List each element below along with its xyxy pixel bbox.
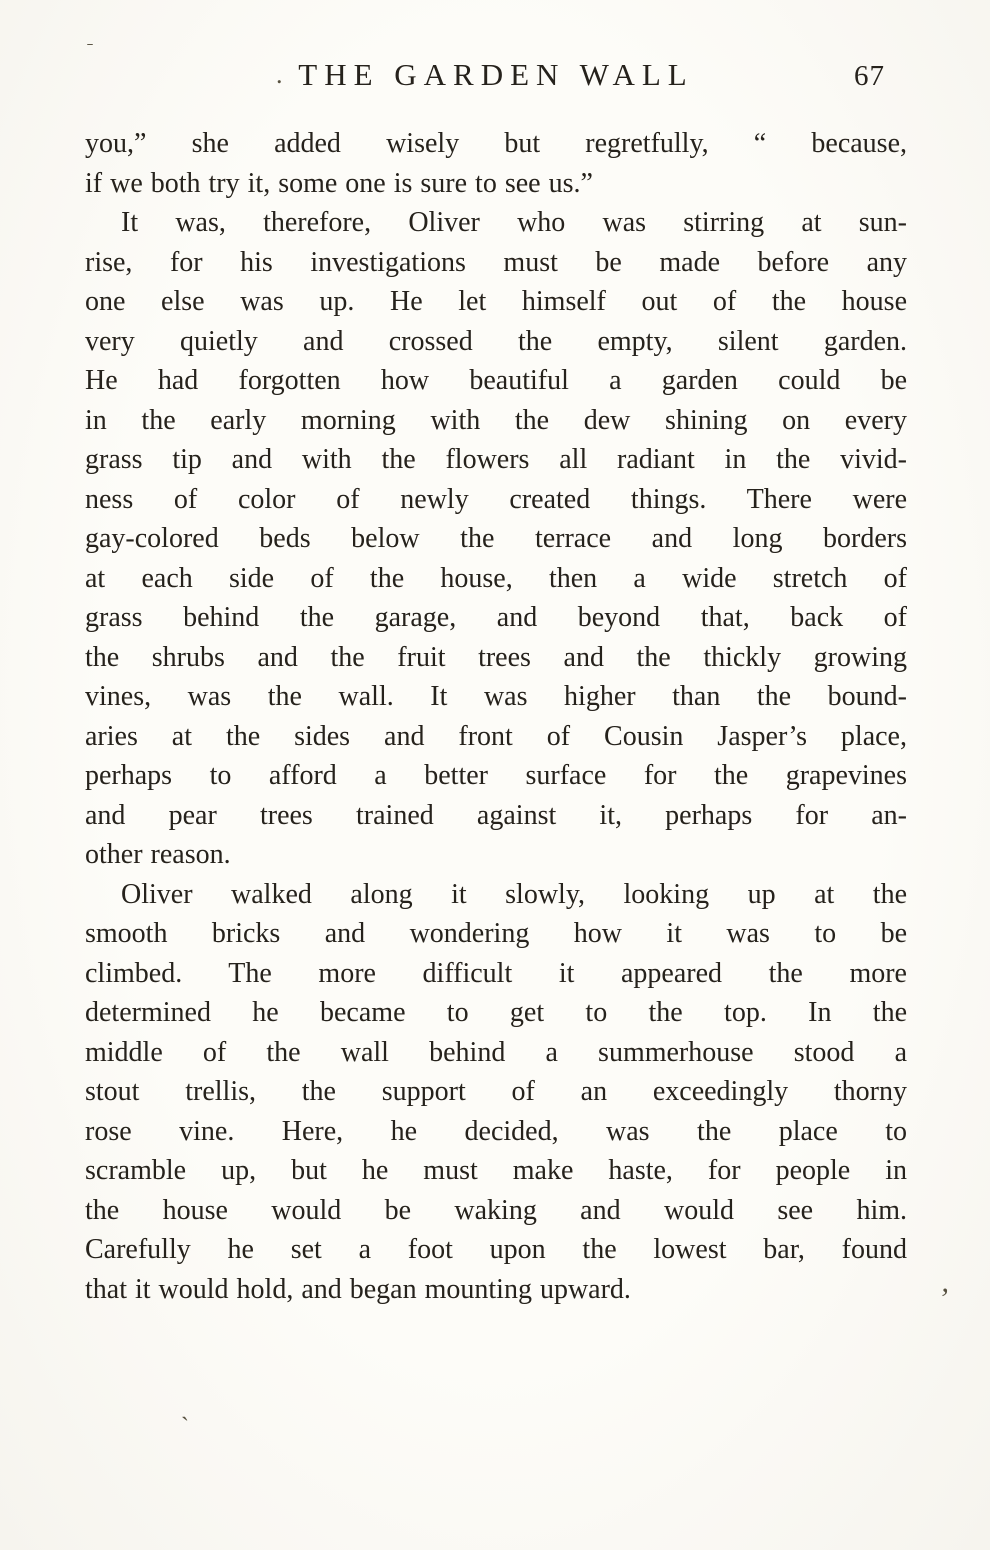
text-line: rise, for his investigations must be made before any: [85, 246, 907, 278]
text-line: at each side of the house, then a wide stretch of: [85, 562, 907, 594]
text-line: and pear trees trained against it, perhaps for an-: [85, 799, 907, 831]
chapter-title: THE GARDEN WALL: [298, 57, 694, 92]
text-line: It was, therefore, Oliver who was stirring at sun-: [121, 207, 907, 238]
text-line: perhaps to afford a better surface for the grapevines: [85, 760, 907, 791]
text-line: gay-colored beds below the terrace and long borders: [85, 523, 907, 554]
text-line: smooth bricks and wondering how it was to be: [85, 918, 907, 949]
running-header: [85, 55, 907, 97]
text-line: rose vine. Here, he decided, was the place to: [85, 1115, 907, 1147]
text-line: middle of the wall behind a summerhouse stood a: [85, 1036, 907, 1068]
text-line: that it would hold, and began mounting upward.: [85, 1273, 631, 1305]
paragraph: [85, 124, 907, 203]
scan-artifact: ˗: [87, 32, 93, 52]
text-line: the house would be waking and would see him.: [85, 1194, 907, 1226]
text-line: stout trellis, the support of an exceedingly thorny: [85, 1076, 907, 1107]
text-block: [85, 55, 907, 1309]
text-line: you,” she added wisely but regretfully, “ because,: [85, 128, 907, 159]
text-line: the shrubs and the fruit trees and the thickly growing: [85, 641, 907, 673]
text-line: other reason.: [85, 839, 231, 870]
text-line: very quietly and crossed the empty, silent garden.: [85, 325, 907, 357]
paragraph: [85, 203, 907, 875]
text-line: grass tip and with the flowers all radiant in the vivid-: [85, 444, 907, 475]
text-line: one else was up. He let himself out of the house: [85, 286, 907, 317]
text-line: grass behind the garage, and beyond that, back of: [85, 602, 907, 633]
text-line: vines, was the wall. It was higher than the bound-: [85, 681, 907, 712]
text-line: Carefully he set a foot upon the lowest bar, found: [85, 1234, 907, 1265]
text-line: if we both try it, some one is sure to see us.”: [85, 167, 593, 199]
text-line: aries at the sides and front of Cousin Jasper’s place,: [85, 720, 907, 752]
scan-artifact: ˎ: [181, 1395, 189, 1421]
text-line: scramble up, but he must make haste, for people in: [85, 1155, 907, 1186]
page-number: 67: [854, 60, 885, 92]
text-line: in the early morning with the dew shining on every: [85, 404, 907, 436]
text-line: Oliver walked along it slowly, looking up at the: [121, 878, 907, 910]
text-line: climbed. The more difficult it appeared the more: [85, 957, 907, 989]
body-text: [85, 124, 907, 1309]
paragraph: [85, 875, 907, 1310]
text-line: He had forgotten how beautiful a garden could be: [85, 365, 907, 396]
text-line: ness of color of newly created things. There were: [85, 483, 907, 515]
scan-artifact: ’: [938, 1282, 948, 1315]
text-line: determined he became to get to the top. In the: [85, 997, 907, 1028]
scan-artifact: .: [276, 60, 283, 89]
